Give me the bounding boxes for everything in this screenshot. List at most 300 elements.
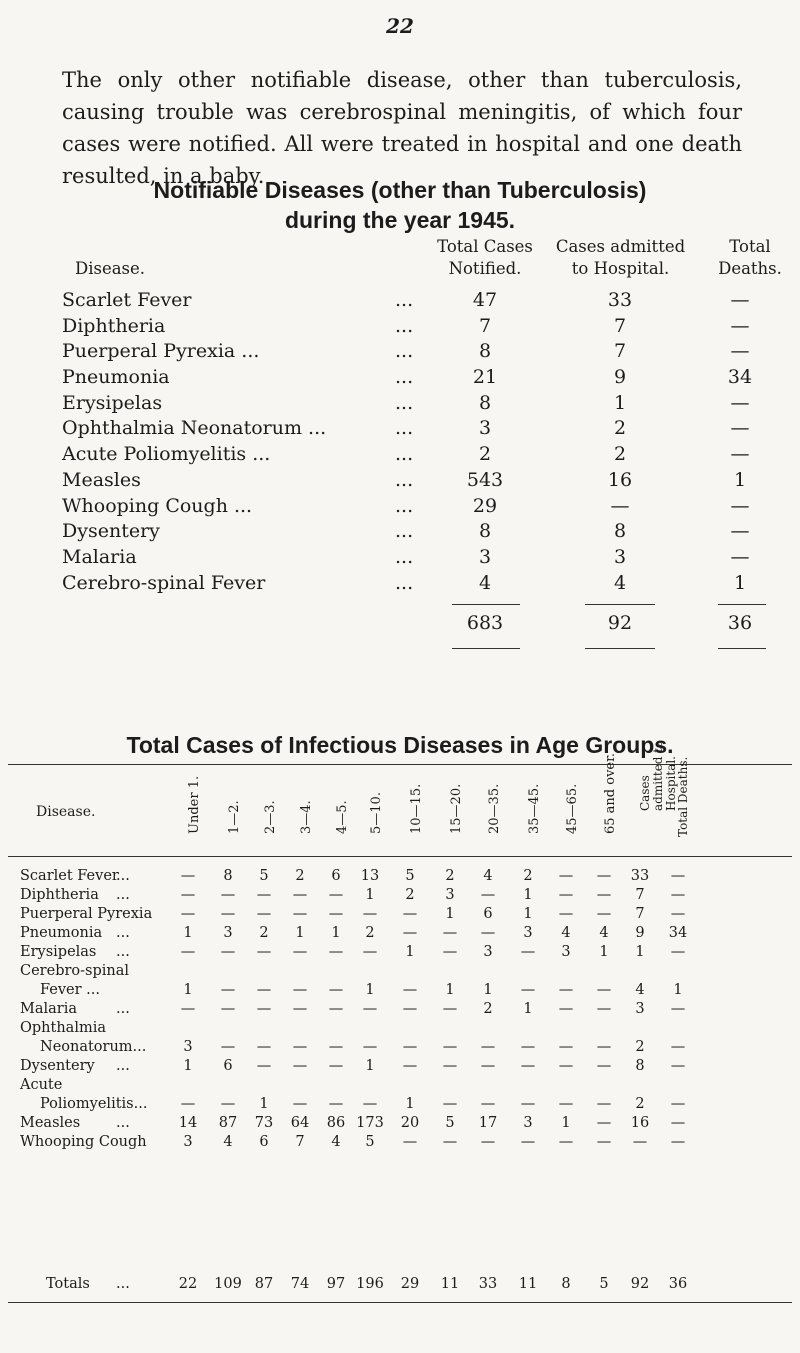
table2-cell: — bbox=[402, 982, 418, 998]
table2-total-cell: 29 bbox=[400, 1276, 420, 1292]
table2-total-cell: 33 bbox=[478, 1276, 498, 1292]
table2-totals-dots: ... bbox=[116, 1276, 130, 1292]
table2-cell: — bbox=[480, 1058, 496, 1074]
table2-cell: 5 bbox=[405, 868, 415, 884]
table2-cell: — bbox=[520, 1134, 536, 1150]
table2-cell: 2 bbox=[483, 1001, 493, 1017]
table2-total-cell: 87 bbox=[254, 1276, 274, 1292]
table2-row bbox=[0, 1134, 800, 1153]
table2-row-label: Ophthalmia bbox=[20, 1020, 106, 1036]
table2-cell: 1 bbox=[483, 982, 493, 998]
table2-cell: — bbox=[180, 906, 196, 922]
table2-cell: 1 bbox=[523, 887, 533, 903]
table2-age-header-label: 20—35. bbox=[487, 783, 502, 834]
table2-cell: 2 bbox=[295, 868, 305, 884]
table1-total-notified: 683 bbox=[466, 612, 504, 635]
table2-cell: 73 bbox=[254, 1115, 274, 1131]
table2-cell: — bbox=[558, 906, 574, 922]
table2-cell: — bbox=[402, 1058, 418, 1074]
table2-cell: — bbox=[180, 1096, 196, 1112]
table2-age-header bbox=[220, 770, 250, 850]
table2-age-header bbox=[596, 752, 626, 850]
table2-age-header-label: 10—15. bbox=[409, 783, 424, 834]
table2-cell: — bbox=[442, 944, 458, 960]
table1-hospital: 9 bbox=[613, 366, 627, 389]
table2-cell: — bbox=[670, 887, 686, 903]
table2-cell: — bbox=[220, 944, 236, 960]
table2-cell: — bbox=[596, 1115, 612, 1131]
table2-cell: 6 bbox=[331, 868, 341, 884]
table2-row-label-continued: Poliomyelitis... bbox=[40, 1096, 148, 1112]
table2-cell: 2 bbox=[635, 1039, 645, 1055]
table2-cell: — bbox=[256, 1058, 272, 1074]
table1-header-notified-2: Notified. bbox=[448, 259, 522, 278]
table2-cell: 1 bbox=[331, 925, 341, 941]
table1-row bbox=[0, 365, 800, 391]
table1-disease-name: Ophthalmia Neonatorum ... bbox=[62, 417, 327, 440]
table1-row bbox=[0, 314, 800, 340]
table1-hospital: 2 bbox=[613, 443, 627, 466]
table2-cell: 6 bbox=[483, 906, 493, 922]
table2-cell: — bbox=[558, 1001, 574, 1017]
table2-cell: — bbox=[670, 1134, 686, 1150]
table2-age-header bbox=[402, 770, 432, 850]
table2-cell: — bbox=[256, 906, 272, 922]
table2-row-label: Malaria bbox=[20, 1001, 77, 1017]
table2-age-header-label: 3—4. bbox=[299, 800, 314, 834]
table2-cell: 4 bbox=[599, 925, 609, 941]
table1-total-hospital: 92 bbox=[607, 612, 633, 635]
notifiable-diseases-table bbox=[0, 236, 800, 656]
table2-row bbox=[0, 1115, 800, 1134]
table2-cell: — bbox=[256, 1001, 272, 1017]
table2-cell: — bbox=[442, 1058, 458, 1074]
table1-deaths: — bbox=[730, 417, 750, 440]
table2-cell: — bbox=[328, 1039, 344, 1055]
table2-cell: — bbox=[558, 1134, 574, 1150]
table2-row-label: Erysipelas bbox=[20, 944, 97, 960]
table2-total-cell: 97 bbox=[326, 1276, 346, 1292]
table2-cell: — bbox=[402, 1001, 418, 1017]
table1-hospital: 4 bbox=[613, 571, 627, 594]
table2-cell: — bbox=[670, 1001, 686, 1017]
table1-leader-dots: ... bbox=[395, 340, 414, 363]
intro-paragraph: The only other notifiable disease, other than tuberculosis, causing trouble was cerebrospinal meningitis, of which four cases were notified. All were treated in hospital and one death resulted, in a baby. bbox=[62, 68, 742, 188]
table2-cell: 1 bbox=[259, 1096, 269, 1112]
table2-row-leader-dots: ... bbox=[116, 925, 130, 941]
table2-cell: — bbox=[402, 906, 418, 922]
table2-row-leader-dots: ... bbox=[116, 868, 130, 884]
table2-cell: — bbox=[670, 1039, 686, 1055]
table1-row bbox=[0, 571, 800, 597]
table1-deaths: — bbox=[730, 443, 750, 466]
rule-notified-bottom bbox=[452, 648, 520, 649]
table2-row-leader-dots: ... bbox=[116, 1115, 130, 1131]
table1-hospital: 1 bbox=[613, 391, 627, 414]
table1-disease-name: Acute Poliomyelitis ... bbox=[62, 443, 271, 466]
table2-cell: — bbox=[362, 1039, 378, 1055]
table2-totals-label: Totals bbox=[46, 1276, 90, 1292]
table1-hospital: 3 bbox=[613, 545, 627, 568]
table2-cell: 1 bbox=[183, 982, 193, 998]
table2-total-cell: 92 bbox=[630, 1276, 650, 1292]
table2-cell: 6 bbox=[259, 1134, 269, 1150]
table2-cell: — bbox=[292, 887, 308, 903]
table2-cell: — bbox=[328, 906, 344, 922]
table2-row bbox=[0, 887, 800, 906]
table2-title: Total Cases of Infectious Diseases in Age Groups. bbox=[126, 732, 674, 758]
table2-row bbox=[0, 963, 800, 1001]
table2-cell: 1 bbox=[635, 944, 645, 960]
table2-row-label: Puerperal Pyrexia bbox=[20, 906, 153, 922]
table2-cell: — bbox=[362, 1096, 378, 1112]
table1-leader-dots: ... bbox=[395, 314, 414, 337]
table2-age-header-label: Cases admitted to Hospital. bbox=[638, 740, 678, 811]
table2-cell: — bbox=[328, 1058, 344, 1074]
table1-deaths: — bbox=[730, 314, 750, 337]
table1-row bbox=[0, 339, 800, 365]
table2-cell: 5 bbox=[259, 868, 269, 884]
table2-cell: — bbox=[328, 1096, 344, 1112]
table2-cell: — bbox=[362, 906, 378, 922]
table1-notified: 2 bbox=[478, 443, 492, 466]
table1-notified: 29 bbox=[472, 494, 498, 517]
table2-cell: 34 bbox=[668, 925, 688, 941]
table2-cell: — bbox=[362, 1001, 378, 1017]
table2-cell: — bbox=[480, 1096, 496, 1112]
table2-row-leader-dots: ... bbox=[116, 1058, 130, 1074]
table2-cell: 20 bbox=[400, 1115, 420, 1131]
table2-total-cell: 36 bbox=[668, 1276, 688, 1292]
table2-cell: — bbox=[292, 982, 308, 998]
table2-cell: 9 bbox=[635, 925, 645, 941]
table2-cell: 1 bbox=[295, 925, 305, 941]
table2-cell: 86 bbox=[326, 1115, 346, 1131]
table1-notified: 8 bbox=[478, 520, 492, 543]
table2-cell: — bbox=[292, 906, 308, 922]
table1-header-deaths bbox=[710, 236, 790, 280]
table1-header-hospital-2: to Hospital. bbox=[571, 259, 670, 278]
table1-leader-dots: ... bbox=[395, 443, 414, 466]
table2-row-label: Acute bbox=[20, 1077, 63, 1093]
table1-leader-dots: ... bbox=[395, 391, 414, 414]
table2-age-header-label: 5—10. bbox=[369, 792, 384, 834]
table2-cell: 4 bbox=[483, 868, 493, 884]
table2-cell: — bbox=[292, 1001, 308, 1017]
table2-cell: 4 bbox=[635, 982, 645, 998]
table2-cell: — bbox=[256, 944, 272, 960]
table1-totals-row bbox=[0, 596, 800, 656]
table2-cell: — bbox=[480, 1134, 496, 1150]
rule-deaths-top bbox=[718, 604, 766, 605]
table2-cell: — bbox=[670, 1058, 686, 1074]
table2-cell: 1 bbox=[183, 1058, 193, 1074]
table2-cell: — bbox=[402, 925, 418, 941]
table2-cell: — bbox=[328, 944, 344, 960]
table1-title-line2: during the year 1945. bbox=[284, 207, 516, 233]
table2-cell: 8 bbox=[635, 1058, 645, 1074]
table1-deaths: — bbox=[730, 494, 750, 517]
table2-cell: 2 bbox=[405, 887, 415, 903]
table2-cell: — bbox=[480, 925, 496, 941]
table2-row-label: Dysentery bbox=[20, 1058, 95, 1074]
table2-cell: 7 bbox=[635, 887, 645, 903]
table2-cell: 1 bbox=[365, 1058, 375, 1074]
table1-disease-name: Cerebro-spinal Fever bbox=[62, 571, 266, 594]
table2-cell: 1 bbox=[365, 982, 375, 998]
table1-header-notified bbox=[420, 236, 550, 280]
table2-cell: — bbox=[402, 1039, 418, 1055]
table2-age-header bbox=[256, 770, 286, 850]
table2-cell: — bbox=[558, 1096, 574, 1112]
table2-cell: — bbox=[292, 944, 308, 960]
table2-row-label: Pneumonia bbox=[20, 925, 103, 941]
table2-row-leader-dots: ... bbox=[116, 944, 130, 960]
table1-row bbox=[0, 545, 800, 571]
table2-cell: 2 bbox=[445, 868, 455, 884]
table2-cell: — bbox=[220, 887, 236, 903]
table2-cell: — bbox=[442, 925, 458, 941]
table2-cell: 1 bbox=[365, 887, 375, 903]
table1-disease-name: Scarlet Fever bbox=[62, 289, 192, 311]
table2-cell: 3 bbox=[223, 925, 233, 941]
table1-row bbox=[0, 494, 800, 520]
table2-cell: 4 bbox=[561, 925, 571, 941]
table2-cell: — bbox=[670, 1115, 686, 1131]
table2-age-header-label: 4—5. bbox=[335, 800, 350, 834]
table1-notified: 7 bbox=[478, 314, 492, 337]
table2-cell: — bbox=[596, 887, 612, 903]
table2-cell: — bbox=[220, 1096, 236, 1112]
table2-cell: 87 bbox=[218, 1115, 238, 1131]
table2-cell: — bbox=[442, 1134, 458, 1150]
table2-age-header-label: 35—45. bbox=[527, 783, 542, 834]
table2-cell: — bbox=[558, 982, 574, 998]
table2-cell: — bbox=[520, 1039, 536, 1055]
table1-disease-name: Pneumonia bbox=[62, 366, 170, 389]
table2-cell: — bbox=[596, 906, 612, 922]
table2-cell: 4 bbox=[331, 1134, 341, 1150]
table2-row bbox=[0, 868, 800, 887]
table2-cell: 5 bbox=[445, 1115, 455, 1131]
table2-cell: — bbox=[180, 1001, 196, 1017]
table2-cell: — bbox=[220, 1001, 236, 1017]
table2-cell: — bbox=[256, 982, 272, 998]
table2-row bbox=[0, 944, 800, 963]
table2-total-cell: 74 bbox=[290, 1276, 310, 1292]
table2-age-header bbox=[632, 740, 678, 850]
table1-hospital: 8 bbox=[613, 520, 627, 543]
table2-age-header-label: 65 and over. bbox=[603, 752, 618, 834]
table2-cell: — bbox=[362, 944, 378, 960]
table1-leader-dots: ... bbox=[395, 417, 414, 440]
table2-cell: 1 bbox=[405, 944, 415, 960]
table2-cell: — bbox=[180, 887, 196, 903]
table2-cell: — bbox=[670, 906, 686, 922]
table2-age-header-label: 45—65. bbox=[565, 783, 580, 834]
table1-deaths: — bbox=[730, 340, 750, 363]
table2-cell: 2 bbox=[635, 1096, 645, 1112]
table2-cell: — bbox=[328, 1001, 344, 1017]
table2-age-header bbox=[328, 770, 358, 850]
table2-age-header-label: 1—2. bbox=[227, 800, 242, 834]
table2-row bbox=[0, 1077, 800, 1115]
table2-age-header bbox=[180, 770, 210, 850]
table1-row bbox=[0, 391, 800, 417]
table2-age-header-label: Under 1. bbox=[187, 775, 202, 834]
table2-cell: — bbox=[596, 868, 612, 884]
table1-notified: 3 bbox=[478, 417, 492, 440]
table2-cell: — bbox=[480, 887, 496, 903]
table2-cell: — bbox=[596, 982, 612, 998]
table1-hospital: — bbox=[610, 494, 630, 517]
rule-deaths-bottom bbox=[718, 648, 766, 649]
table2-cell: — bbox=[180, 944, 196, 960]
table2-total-cell: 22 bbox=[178, 1276, 198, 1292]
table2-cell: — bbox=[480, 1039, 496, 1055]
table1-row bbox=[0, 468, 800, 494]
table1-deaths: 1 bbox=[733, 468, 747, 491]
table2-cell: 2 bbox=[523, 868, 533, 884]
table2-cell: — bbox=[670, 944, 686, 960]
table2-cell: — bbox=[596, 1134, 612, 1150]
rule-hospital-bottom bbox=[585, 648, 655, 649]
table2-cell: 5 bbox=[365, 1134, 375, 1150]
table2-cell: 3 bbox=[523, 925, 533, 941]
rule-notified-top bbox=[452, 604, 520, 605]
table2-cell: — bbox=[558, 1039, 574, 1055]
table2-age-header bbox=[292, 770, 322, 850]
table2-header-rule bbox=[8, 856, 792, 857]
table2-row-leader-dots: ... bbox=[116, 887, 130, 903]
table1-leader-dots: ... bbox=[395, 468, 414, 491]
table2-row-label-continued: Fever ... bbox=[40, 982, 100, 998]
table2-cell: 1 bbox=[405, 1096, 415, 1112]
table2-cell: — bbox=[596, 1001, 612, 1017]
table2-cell: — bbox=[558, 1058, 574, 1074]
table1-total-deaths: 36 bbox=[727, 612, 753, 635]
table2-cell: — bbox=[596, 1058, 612, 1074]
table2-cell: — bbox=[328, 982, 344, 998]
table2-cell: — bbox=[558, 887, 574, 903]
table1-disease-name: Dysentery bbox=[62, 520, 160, 543]
table2-cell: — bbox=[292, 1039, 308, 1055]
table2-cell: 1 bbox=[561, 1115, 571, 1131]
table2-row-label: Cerebro-spinal bbox=[20, 963, 130, 979]
table1-header-notified-1: Total Cases bbox=[437, 237, 533, 256]
table1-notified: 4 bbox=[478, 571, 492, 594]
table2-total-cell: 5 bbox=[599, 1276, 609, 1292]
table2-bottom-rule bbox=[8, 1302, 792, 1303]
table2-cell: 16 bbox=[630, 1115, 650, 1131]
table2-row bbox=[0, 1001, 800, 1020]
table2-cell: — bbox=[670, 1096, 686, 1112]
table1-body bbox=[0, 288, 800, 596]
table2-cell: — bbox=[596, 1096, 612, 1112]
table2-cell: 1 bbox=[599, 944, 609, 960]
table2-cell: 8 bbox=[223, 868, 233, 884]
table2-total-cell: 8 bbox=[561, 1276, 571, 1292]
table2-cell: 14 bbox=[178, 1115, 198, 1131]
table1-notified: 8 bbox=[478, 391, 492, 414]
table2-cell: — bbox=[520, 944, 536, 960]
table1-title bbox=[0, 175, 800, 235]
table2-age-header-label: Total Deaths. bbox=[676, 756, 690, 837]
table2-cell: 3 bbox=[445, 887, 455, 903]
table2-total-cell: 11 bbox=[440, 1276, 460, 1292]
table1-title-line1: Notifiable Diseases (other than Tuberculosis) bbox=[153, 177, 647, 203]
table2-cell: — bbox=[632, 1134, 648, 1150]
table1-leader-dots: ... bbox=[395, 520, 414, 543]
table1-row bbox=[0, 442, 800, 468]
table2-cell: — bbox=[328, 887, 344, 903]
table2-age-header bbox=[480, 770, 510, 850]
table2-cell: — bbox=[256, 1039, 272, 1055]
table1-disease-name: Erysipelas bbox=[62, 391, 163, 414]
table2-row-label-continued: Neonatorum... bbox=[40, 1039, 147, 1055]
table2-cell: 13 bbox=[360, 868, 380, 884]
table1-leader-dots: ... bbox=[395, 366, 414, 389]
table1-deaths: — bbox=[730, 289, 750, 311]
table2-age-header bbox=[442, 770, 472, 850]
table2-cell: 1 bbox=[523, 906, 533, 922]
table2-cell: 64 bbox=[290, 1115, 310, 1131]
table2-cell: — bbox=[442, 1096, 458, 1112]
table1-hospital: 16 bbox=[607, 468, 633, 491]
table1-header-deaths-2: Deaths. bbox=[718, 259, 782, 278]
table2-cell: — bbox=[180, 868, 196, 884]
table1-hospital: 2 bbox=[613, 417, 627, 440]
table2-cell: — bbox=[670, 868, 686, 884]
table1-leader-dots: ... bbox=[395, 494, 414, 517]
table1-row bbox=[0, 519, 800, 545]
table1-deaths: — bbox=[730, 545, 750, 568]
table2-cell: 1 bbox=[445, 982, 455, 998]
table2-cell: — bbox=[520, 1058, 536, 1074]
table2-row-label: Diphtheria bbox=[20, 887, 99, 903]
table2-cell: 6 bbox=[223, 1058, 233, 1074]
table2-cell: — bbox=[442, 1001, 458, 1017]
table2-total-cell: 196 bbox=[356, 1276, 384, 1292]
table1-hospital: 33 bbox=[607, 289, 633, 311]
table2-cell: — bbox=[520, 1096, 536, 1112]
table2-cell: 3 bbox=[635, 1001, 645, 1017]
table1-notified: 21 bbox=[472, 366, 498, 389]
table2-header-disease: Disease. bbox=[36, 804, 96, 820]
table2-cell: 3 bbox=[561, 944, 571, 960]
table1-notified: 8 bbox=[478, 340, 492, 363]
table1-header bbox=[0, 236, 800, 288]
table2-age-header bbox=[670, 756, 700, 850]
table2-cell: 4 bbox=[223, 1134, 233, 1150]
table2-cell: 1 bbox=[673, 982, 683, 998]
table2-age-header bbox=[558, 770, 588, 850]
table2-row bbox=[0, 1020, 800, 1058]
table2-cell: 33 bbox=[630, 868, 650, 884]
table2-cell: — bbox=[442, 1039, 458, 1055]
table1-deaths: — bbox=[730, 520, 750, 543]
table2-cell: 17 bbox=[478, 1115, 498, 1131]
table2-total-cell: 11 bbox=[518, 1276, 538, 1292]
table2-cell: — bbox=[402, 1134, 418, 1150]
table2-cell: 7 bbox=[635, 906, 645, 922]
table2-cell: — bbox=[220, 906, 236, 922]
table1-leader-dots: ... bbox=[395, 571, 414, 594]
table1-notified: 3 bbox=[478, 545, 492, 568]
table2-row-leader-dots: ... bbox=[116, 1001, 130, 1017]
table2-cell: 3 bbox=[183, 1039, 193, 1055]
table2-cell: — bbox=[558, 868, 574, 884]
